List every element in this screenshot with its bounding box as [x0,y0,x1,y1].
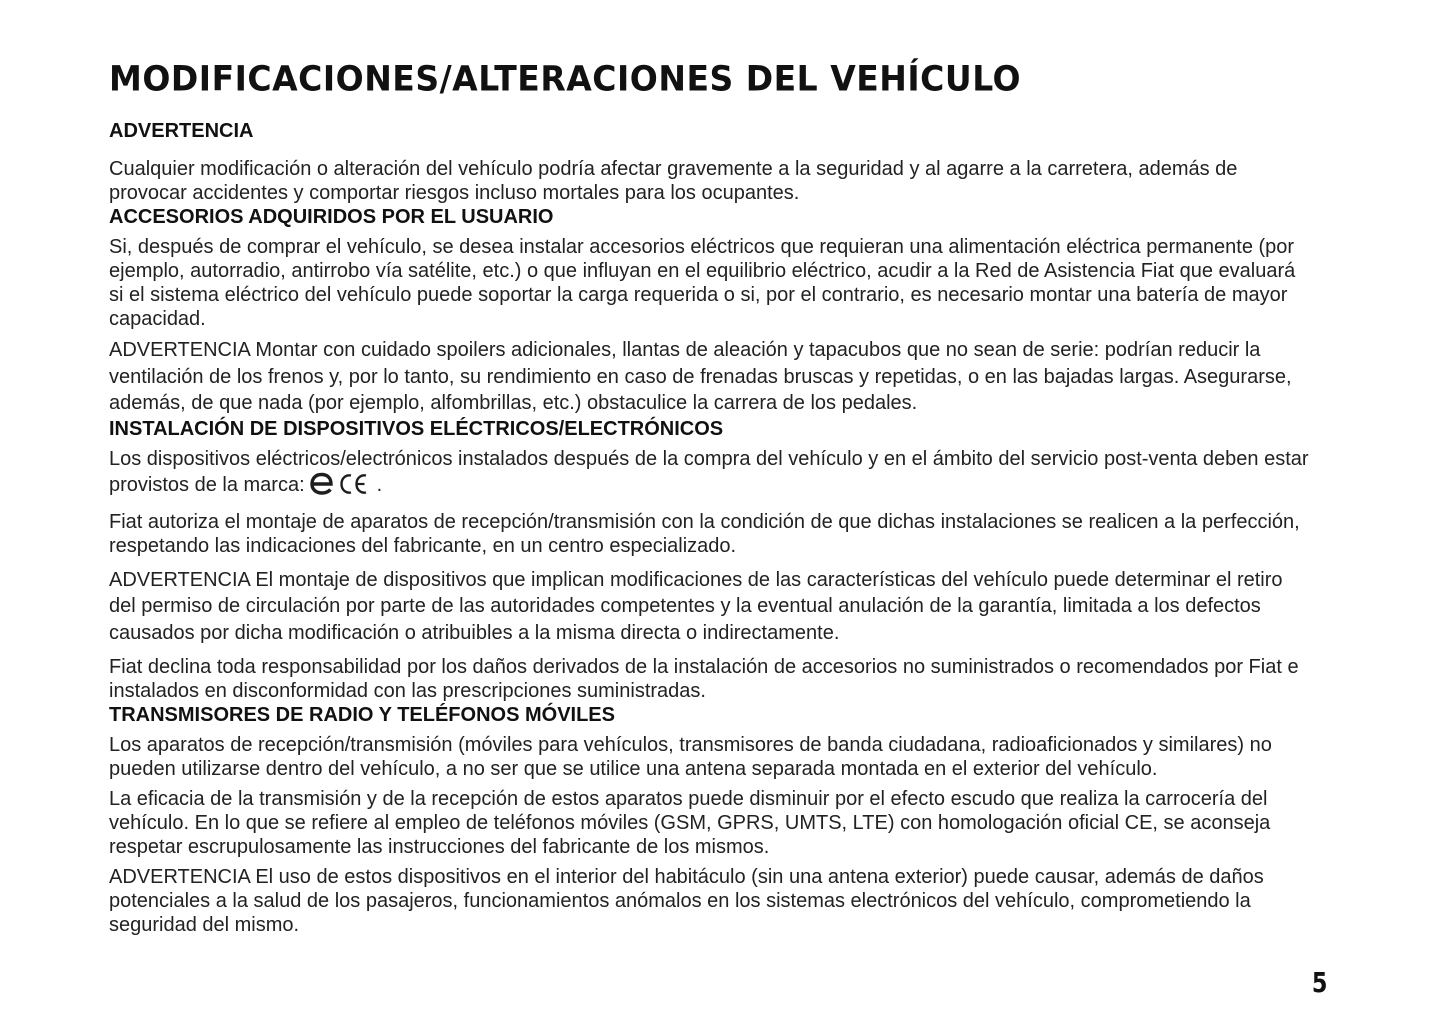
paragraph-transmisores-warning: ADVERTENCIA El uso de estos dispositivos en el interior del habitáculo (sin una antena exterior) puede causar, además de daños potenciales a la salud de los pasajeros, funcionamientos anómalos en los sistemas electrónicos del vehículo, comprometiendo la seguridad del mismo. [109,866,1264,936]
heading-accesorios: ACCESORIOS ADQUIRIDOS POR EL USUARIO [109,206,554,228]
heading-instalacion: INSTALACIÓN DE DISPOSITIVOS ELÉCTRICOS/ELECTRÓNICOS [109,417,724,440]
paragraph-transmisores-1: Los aparatos de recepción/transmisión (móviles para vehículos, transmisores de banda ciudadana, radioaficionados y similares) no pueden utilizarse dentro del vehículo, a no ser que se utilice una antena separada montada en el exterior del vehículo. [109,734,1272,780]
paragraph-instalacion-2: Fiat autoriza el montaje de aparatos de recepción/transmisión con la condición de que dichas instalaciones se realicen a la perfección, respetando las indicaciones del fabricante, en un centro especializado. [109,510,1300,557]
manual-page [109,58,1309,937]
paragraph-instalacion-1 [109,447,1309,501]
paragraph-instalacion-warning: ADVERTENCIA El montaje de dispositivos que implican modificaciones de las características del vehículo puede determinar el retiro del permiso de circulación por parte de las autoridades competentes y la eventual anulación de la garantía, limitada a los defectos causados por dicha modificación o atribuibles a la misma directa o indirectamente. [109,568,1283,644]
paragraph-transmisores-2: La eficacia de la transmisión y de la recepción de estos aparatos puede disminuir por el efecto escudo que realiza la carrocería del vehículo. En lo que se refiere al empleo de teléfonos móviles (GSM, GPRS, UMTS, LTE) con homologación oficial CE, se aconseja respetar escrupulosamente las instrucciones del fabricante de los mismos. [109,788,1271,858]
paragraph-accesorios-warning: ADVERTENCIA Montar con cuidado spoilers adicionales, llantas de aleación y tapacubos que no sean de serie: podrían reducir la ventilación de los frenos y, por lo tanto, su rendimiento en caso de frenadas bruscas y repetidas, o en las bajadas largas. Asegurarse, además, de que nada (por ejemplo, alfombrillas, etc.) obstaculice la carrera de los pedales. [109,339,1292,414]
heading-transmisores: TRANSMISORES DE RADIO Y TELÉFONOS MÓVILES [109,704,615,726]
paragraph-advertencia: Cualquier modificación o alteración del vehículo podría afectar gravemente a la seguridad y al agarre a la carretera, además de provocar accidentes y comportar riesgos incluso mortales para los ocupantes. [109,158,1238,204]
heading-advertencia: ADVERTENCIA [109,120,254,142]
page-number: 5 [1311,966,1327,999]
paragraph-instalacion-1-end: . [376,473,383,496]
page-title: MODIFICACIONES/ALTERACIONES DEL VEHÍCULO [109,58,1022,99]
e-ce-mark-icon [309,471,375,501]
paragraph-instalacion-1-text: Los dispositivos eléctricos/electrónicos instalados después de la compra del vehículo y en el ámbito del servicio post-venta deben estar provistos de la marca: [109,447,1309,496]
paragraph-accesorios-1: Si, después de comprar el vehículo, se desea instalar accesorios eléctricos que requieran una alimentación eléctrica permanente (por ejemplo, autorradio, antirrobo vía satélite, etc.) o que influyan en el equilibrio eléctrico, acudir a la Red de Asistencia Fiat que evaluará si el sistema eléctrico del vehículo puede soportar la carga requerida o si, por el contrario, es necesario montar una batería de mayor capacidad. [109,236,1296,330]
paragraph-instalacion-4: Fiat declina toda responsabilidad por los daños derivados de la instalación de accesorios no suministrados o recomendados por Fiat e instalados en disconformidad con las prescripciones suministradas. [109,656,1299,702]
